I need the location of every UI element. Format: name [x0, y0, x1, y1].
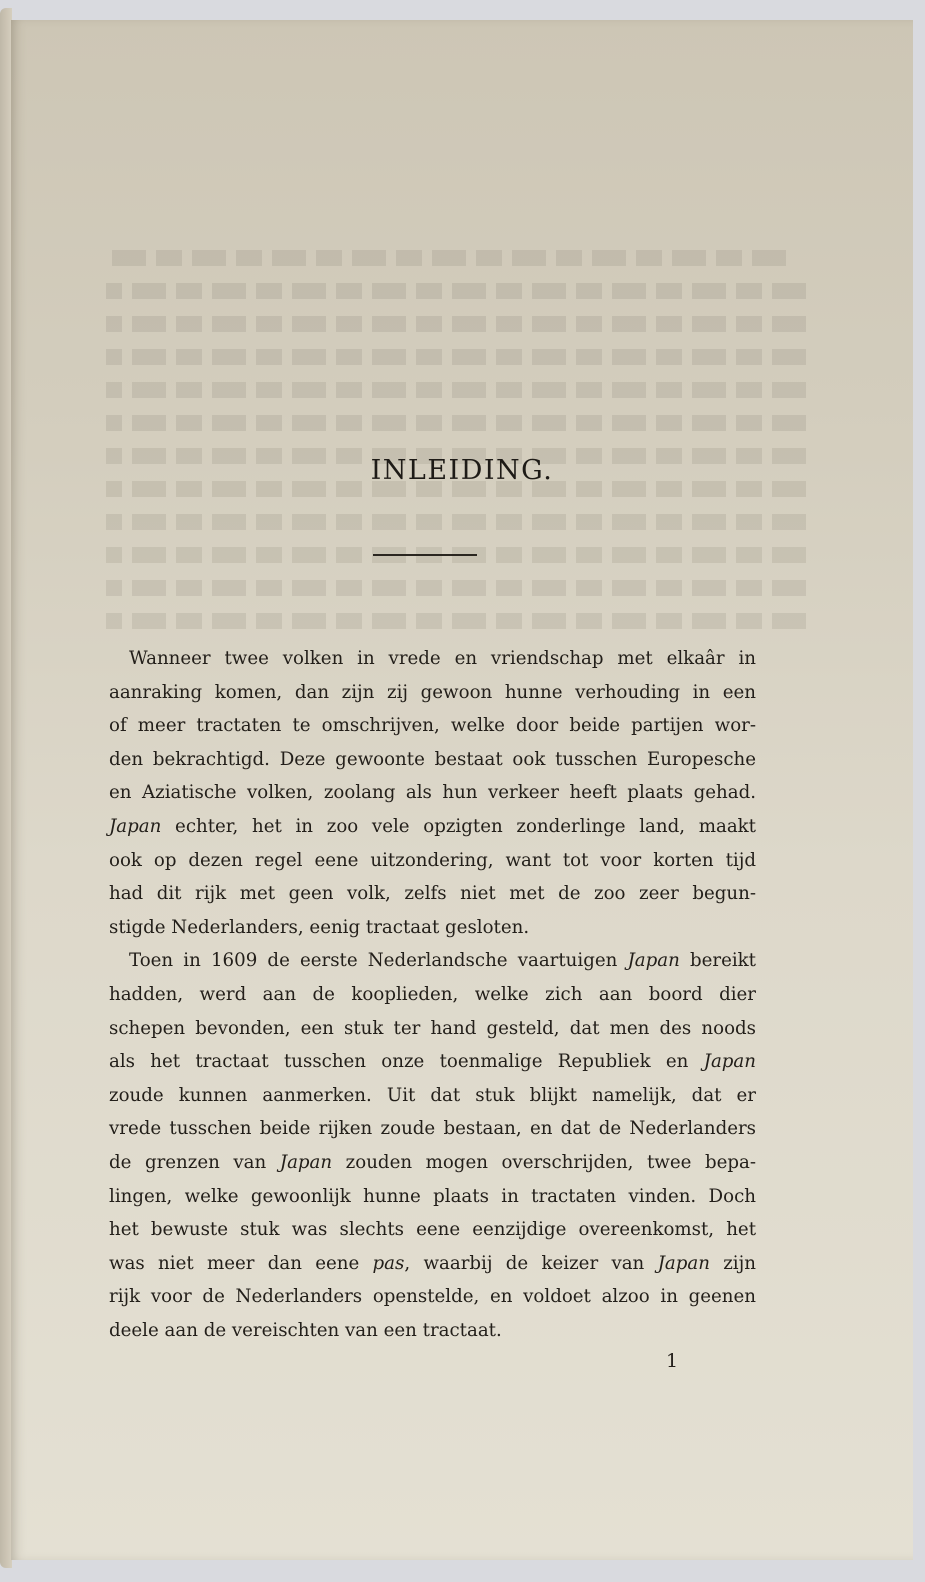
text-segment: en Aziatische volken, zoolang als hun verkeer heeft plaats gehad. [109, 782, 756, 804]
text-segment: bereikt [679, 950, 756, 972]
text-segment: Toen in 1609 de eerste Nederlandsche vaartuigen [129, 950, 628, 972]
text-line [109, 978, 756, 1012]
italic-text: Japan [627, 950, 680, 972]
text-segment: echter, het in zoo vele opzigten zonderlinge land, maakt [161, 815, 756, 837]
text-line [109, 709, 756, 743]
text-segment: schepen bevonden, een stuk ter hand gesteld, dat men des noods [109, 1017, 756, 1039]
bleed-line [106, 514, 806, 530]
text-line [109, 944, 756, 978]
text-segment: zijn [709, 1252, 756, 1274]
italic-text: Japan [657, 1252, 710, 1274]
bleed-line [106, 415, 806, 431]
text-segment: als het tractaat tusschen onze toenmalige Republiek en [109, 1051, 704, 1073]
paragraph [109, 642, 756, 944]
text-segment: den bekrachtigd. Deze gewoonte bestaat ook tusschen Europesche [109, 748, 756, 770]
text-segment: had dit rijk met geen volk, zelfs niet met de zoo zeer begun- [109, 883, 756, 905]
text-segment: rijk voor de Nederlanders openstelde, en voldoet alzoo in geenen [109, 1286, 756, 1308]
text-segment: vrede tusschen beide rijken zoude bestaan, en dat de Nederlanders [109, 1118, 756, 1140]
text-line [109, 642, 756, 676]
bleed-line [106, 250, 786, 266]
book-page [11, 20, 913, 1560]
italic-text: Japan [703, 1051, 756, 1073]
bleed-line [106, 283, 806, 299]
text-line [109, 1247, 756, 1281]
text-line [109, 1180, 756, 1214]
text-line [109, 743, 756, 777]
text-line [109, 911, 756, 945]
chapter-heading: INLEIDING. [370, 455, 554, 486]
text-segment: zoude kunnen aanmerken. Uit dat stuk blijkt namelijk, dat er [109, 1084, 756, 1106]
text-line [109, 676, 756, 710]
italic-text: Japan [109, 815, 162, 837]
text-segment: of meer tractaten te omschrijven, welke door beide partijen wor- [109, 715, 756, 737]
bleed-line [106, 349, 806, 365]
text-line [109, 1146, 756, 1180]
page-number: 1 [666, 1350, 679, 1372]
bleed-line [106, 613, 806, 629]
italic-text: Japan [279, 1151, 333, 1173]
bleed-line [106, 316, 806, 332]
text-line [109, 810, 756, 844]
text-line [109, 1112, 756, 1146]
text-line [109, 1280, 756, 1314]
text-line [109, 1045, 756, 1079]
body-text [109, 642, 756, 1347]
text-segment: de grenzen van [109, 1151, 280, 1173]
text-segment: , waarbij de keizer van [404, 1252, 658, 1274]
text-segment: was niet meer dan eene [109, 1252, 373, 1274]
text-segment: stigde Nederlanders, eenig tractaat gesloten. [109, 916, 530, 938]
paragraph [109, 944, 756, 1347]
text-line [109, 776, 756, 810]
text-line [109, 1012, 756, 1046]
heading-divider [373, 554, 477, 556]
text-line [109, 877, 756, 911]
text-segment: aanraking komen, dan zijn zij gewoon hunne verhouding in een [109, 681, 756, 703]
text-line [109, 1314, 756, 1348]
text-segment: Wanneer twee volken in vrede en vriendschap met elkaâr in [129, 648, 756, 669]
bleed-line [106, 580, 806, 596]
text-segment: lingen, welke gewoonlijk hunne plaats in tractaten vinden. Doch [109, 1185, 756, 1207]
text-line [109, 844, 756, 878]
text-segment: zouden mogen overschrijden, twee bepa- [332, 1151, 756, 1173]
text-segment: het bewuste stuk was slechts eene eenzijdige overeenkomst, het [109, 1219, 756, 1241]
italic-text: pas [372, 1252, 405, 1274]
text-line [109, 1079, 756, 1113]
text-segment: ook op dezen regel eene uitzondering, want tot voor korten tijd [109, 849, 756, 871]
text-segment: hadden, werd aan de kooplieden, welke zich aan boord dier [109, 983, 756, 1005]
text-segment: deele aan de vereischten van een tractaat. [109, 1319, 502, 1341]
bleed-line [106, 382, 806, 398]
text-line [109, 1213, 756, 1247]
